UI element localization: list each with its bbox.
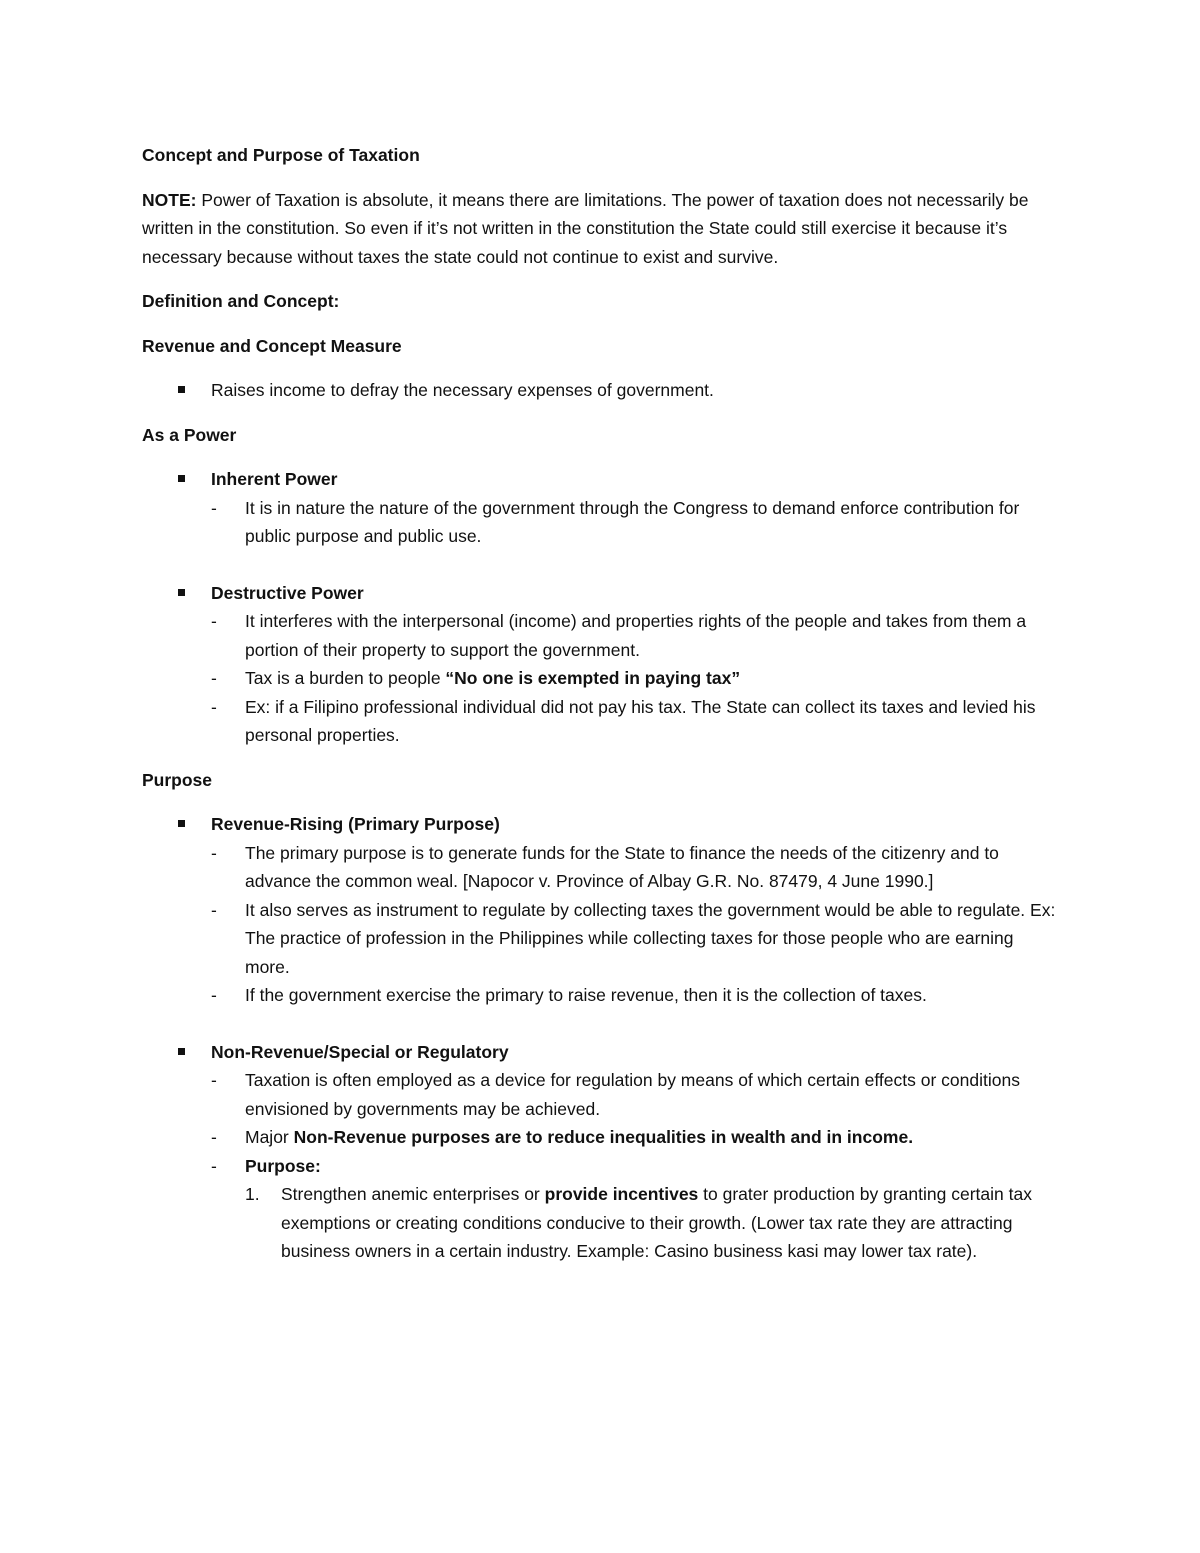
revenue-bullet-list	[142, 376, 1062, 405]
inherent-power-label: Inherent Power	[211, 469, 338, 489]
purpose-bullet-list	[142, 810, 1062, 1266]
detail-emphasis: “No one is exempted in paying tax”	[445, 668, 741, 688]
document-page	[142, 141, 1062, 1282]
non-revenue-details	[211, 1066, 1062, 1266]
detail-text: Major	[245, 1127, 294, 1147]
power-heading: As a Power	[142, 424, 237, 445]
revenue-rising-label: Revenue-Rising (Primary Purpose)	[211, 814, 500, 834]
destructive-power-item	[142, 579, 1062, 750]
non-revenue-label: Non-Revenue/Special or Regulatory	[211, 1041, 509, 1062]
note-paragraph	[142, 186, 1062, 272]
destructive-power-detail: - Ex: if a Filipino professional individual did not pay his tax. The State can collect its taxes and levied his personal properties.	[211, 693, 1062, 750]
numbered-text: Strengthen anemic enterprises or	[281, 1184, 545, 1204]
detail-text: Tax is a burden to people	[245, 668, 446, 688]
numbered-item	[245, 1180, 1062, 1266]
numbered-emphasis: provide incentives	[544, 1184, 699, 1204]
revenue-rising-detail: - If the government exercise the primary to raise revenue, then it is the collection of taxes.	[211, 981, 1062, 1010]
revenue-rising-details	[211, 839, 1062, 1010]
non-revenue-detail	[211, 1152, 1062, 1266]
revenue-bullet: Raises income to defray the necessary expenses of government.	[142, 376, 1062, 405]
non-revenue-item	[142, 1038, 1062, 1266]
purpose-heading: Purpose	[142, 769, 213, 790]
inherent-power-details	[211, 494, 1062, 551]
revenue-rising-detail: - It also serves as instrument to regulate by collecting taxes the government would be able to regulate. Ex: The practice of profession in the Philippines while collecting taxes for those people who are earning more.	[211, 896, 1062, 982]
revenue-rising-detail: - The primary purpose is to generate funds for the State to finance the needs of the citizenry and to advance the common weal. [Napocor v. Province of Albay G.R. No. 87479, 4 June 1990.]	[211, 839, 1062, 896]
number-marker: 1.	[245, 1184, 260, 1204]
note-text: Power of Taxation is absolute, it means there are limitations. The power of taxation does not necessarily be written in the constitution. So even if it’s not written in the constitution the State could still exercise it because it’s necessary because without taxes the state could not continue to exist and survive.	[142, 189, 1029, 267]
purpose-numbered-list	[245, 1180, 1062, 1266]
destructive-power-label: Destructive Power	[211, 582, 364, 603]
revenue-rising-item	[142, 810, 1062, 1010]
numbered-text: to grater production by granting certain tax exemptions or creating conditions conducive to their growth. (Lower tax rate they are attracting business owners in a certain industry. Example: Casino business kasi may lower tax rate).	[281, 1184, 1032, 1261]
inherent-power-item	[142, 465, 1062, 551]
destructive-power-detail: - It interferes with the interpersonal (income) and properties rights of the people and takes from them a portion of their property to support the government.	[211, 607, 1062, 664]
revenue-heading: Revenue and Concept Measure	[142, 335, 402, 356]
non-revenue-detail: - Taxation is often employed as a device for regulation by means of which certain effects or conditions envisioned by governments may be achieved.	[211, 1066, 1062, 1123]
power-bullet-list	[142, 465, 1062, 750]
detail-emphasis: Non-Revenue purposes are to reduce inequalities in wealth and in income.	[293, 1127, 914, 1147]
destructive-power-detail	[211, 664, 1062, 693]
non-revenue-detail	[211, 1123, 1062, 1152]
definition-heading: Definition and Concept:	[142, 291, 340, 311]
note-label: NOTE:	[142, 189, 197, 210]
inherent-power-detail: - It is in nature the nature of the government through the Congress to demand enforce contribution for public purpose and public use.	[211, 494, 1062, 551]
purpose-sublabel: - Purpose:	[245, 1155, 321, 1176]
destructive-power-details	[211, 607, 1062, 750]
document-title: Concept and Purpose of Taxation	[142, 145, 420, 165]
